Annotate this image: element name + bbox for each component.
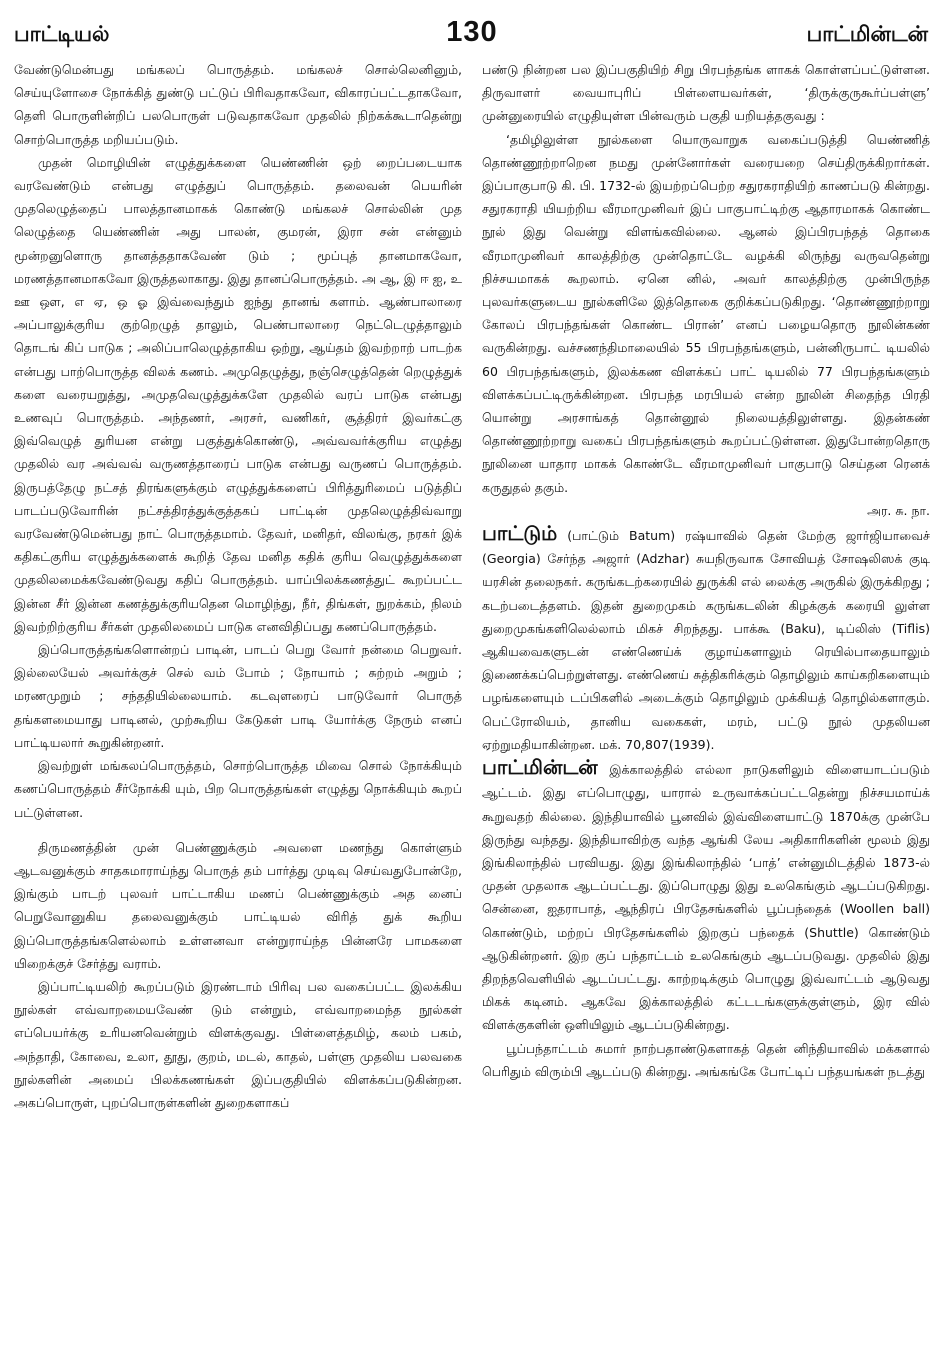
entry-body: இக்காலத்தில் எல்லா நாடுகளிலும் விளையாடப்படும் ஆட்டம். இது எப்பொழுது, யாரால் உருவாக்கப்பட்டதென்று நிச்சயமாய்க் கூறுவதற் கில்லை. இந்தியாவில் பூனவில் இவ்விளையாட்டு 1870க்கு முன்பே இருந்து வந்தது. இந்தியாவிற்கு வந்த ஆங்கி லேய அதிகாரிகளின் மூலம் இது இங்கிலாந்தில் பரவியது. இது இங்கிலாந்தில் ‘பாத்’ என்னுமிடத்தில் 1873-ல் முதன் முதலாக ஆடப்பட்டது. இப்பொழுது இது உலகெங்கும் ஆடப்படுகிறது. சென்னை, ஐதராபாத், ஆந்திரப் பிரதேசங்களில் பூப்பந்தைக் (Woollen ball) கொண்டும், மற்றப் பிரதேசங்களில் இறகுப் பந்தைக் (Shuttle) கொண்டும் ஆடுகின்றனர். இற குப் பந்தாட்டம் உலகெங்கும் ஆடப்படுவது. முதலில் இது திறந்தவெளியில் ஆடப்பட்டது. காற்றடிக்கும் பொழுது இவ்வாட்டம் ஆடுவது மிகக் கடினம். ஆகவே இக்காலத்தில் கட்டடங்களுக்குள்ளும், இர வில் விளக்குகளின் ஒளியிலும் ஆடப்படுகின்றது. <box>482 762 930 1033</box>
paragraph: வேண்டுமென்பது மங்கலப் பொருத்தம். மங்கலச் சொல்லெனினும், செய்யுளோசை நோக்கித் துண்டு பட்டுப் பிரிவதாகவோ, விகாரப்பட்டதாகவோ, தெளி பொருளின்றிப் பலபொருள் படுவதாகவோ முதலில் நிற்கக்கூடாதென்று சொற்பொருத்த மறியப்படும். <box>14 62 462 147</box>
paragraph: இப்பாட்டியலிற் கூறப்படும் இரண்டாம் பிரிவு பல வகைப்பட்ட இலக்கிய நூல்கள் எவ்வாறமையவேண் டும் என்றும், எவ்வாறமைந்த நூல்கள் எப்பெயர்க்கு உரியனவென்றும் விளக்குவது. பிள்ளைத்தமிழ், கலம் பகம், அந்தாதி, கோவை, உலா, தூது, குறம், மடல், காதல், பள்ளு முதலிய பலவகை நூல்களின் அமைப் பிலக்கணங்கள் இப்பகுதியில் விளக்கப்படுகின்றன. அகப்பொருள், புறப்பொருள்களின் துறைகளாகப் <box>14 978 462 1110</box>
entry-body: (பாட்டும் Batum) ரஷ்யாவில் தென் மேற்கு ஜார்ஜியாவைச் (Georgia) சேர்ந்த அஜார் (Adzhar) சுயநிருவாக சோவியத் சோஷலிஸக் குடி யரசின் தலைநகர். கருங்கடற்கரையில் துருக்கி எல் லைக்கு அருகில் இருக்கிறது ; கடற்படைத்தளம். இதன் துறைமுகம் கருங்கடலின் கிழக்குக் கரையி லுள்ள துறைமுகங்களிலெல்லாம் மிகச் சிறந்தது. பாக்கூ (Baku), டிப்லிஸ் (Tiflis) ஆகியவைகளுடன் எண்ணெய்க் குழாய்களாலும் ரெயில்பாதையாலும் இணைக்கப்பெற்றுள்ளது. எண்ணெய் சுத்திகரிக்கும் தொழிலும் காய்கறிகளையும் பழங்களையும் டப்பிகளில் அடைக்கும் தொழிலும் முக்கியத் தொழில்களாகும். பெட்ரோலியம், தானிய வகைகள், மரம், பட்டு நூல் முதலியன ஏற்றுமதியாகின்றன. மக். 70,807(1939). <box>482 528 930 752</box>
paragraph-gap <box>14 824 462 836</box>
running-head-left: பாட்டியல் <box>14 22 110 46</box>
entry-batum <box>482 522 930 756</box>
page-header <box>14 8 930 58</box>
text-columns <box>14 58 930 1372</box>
entry-headword: பாட்மின்டன் <box>482 755 598 780</box>
paragraph: பண்டு நின்றன பல இப்பகுதியிற் சிறு பிரபந்தங்க ளாகக் கொள்ளப்பட்டுள்ளன. திருவாளர் வையாபுரிப் பிள்ளையவர்கள், ‘திருக்குருகூர்ப்பள்ளு’ முன்னுரையில் எழுதியுள்ள பின்வரும் பகுதி யறியத்தகுவது : <box>482 62 930 124</box>
running-head-right: பாட்மின்டன் <box>806 22 928 46</box>
page-number: 130 <box>446 16 498 48</box>
paragraph: முதன் மொழியின் எழுத்துக்களை யெண்ணின் ஒற் றைப்படையாக வரவேண்டும் என்பது எழுத்துப் பொருத்தம். தலைவன் பெயரின் முதலெழுத்தைப் பாலத்தானமாகக் கொண்டு மங்கலச் சொல்லின் முத லெழுத்தை யெண்ணின் அது பாலன், குமரன், இரா சன் என்னும் மூன்றனுளொரு தானத்ததாகவேண் டும் ; மூப்புத் தானமாகவோ, மரணத்தானமாகவோ இருத்தலாகாது. இது தானப்பொருத்தம். அ ஆ, இ ஈ ஐ, உ ஊ ஔ, எ ஏ, ஒ ஓ இவ்வைந்தும் ஐந்து தானங் களாம். ஆண்பாலாரை அப்பாலுக்குரிய குற்றெழுத் தாலும், பெண்பாலாரை நெட்டெழுத்தாலும் தொடங் கிப் பாடுக ; அலிப்பாலெழுத்தாகிய ஒற்று, ஆய்தம் இவற்றாற் பாடற்க என்பது பாற்பொருத்த விலக் கணம். அமுதெழுத்து, நஞ்செழுத்தென் றெழுத்துக் களை வரையறுத்து, அமுதவெழுத்துக்களே முதலில் வரப் பாடுக என்பது உணவுப் பொருத்தம். அந்தணர், அரசர், வணிகர், சூத்திரர் இவர்கட்கு இவ்வெழுத் துரியன என்று பகுத்துக்கொண்டு, அவ்வவர்க்குரிய எழுத்து முதலில் வர அவ்வவ் வருணத்தாரைப் பாடுக என்பது வருணப் பொருத்தம். இருபத்தேழு நட்சத் திரங்களுக்கும் எழுத்துக்களைப் பிரித்துரிமைப் படுத்திப் பாடப்படுவோரின் நட்சத்திரத்துக்குத்தகப் பாட்டின் முதலெழுத்திவ்வாறு வரவேண்டுமென்பது நாட் பொருத்தமாம். தேவர், மனிதர், விலங்கு, நரகர் இக் கதிகட்குரிய எழுத்துக்களைக் கூறித் தேவ மனித கதிக் குரிய வெழுத்துக்களை முதலிலமைக்கவேண்டுவது கதிப் பொருத்தம். யாப்பிலக்கணத்துட் கூறப்பட்ட இன்ன சீர் இன்ன கணத்துக்குரியதென மொழிந்து, நீர், திங்கள், நுறக்கம், நிலம் இவற்றிற்குரிய சீர்கள் முதலிலமைப் பாடுக எனவிதிப்பது கணப்பொருத்தம். <box>14 154 462 634</box>
quotation-paragraph: ‘தமிழிலுள்ள நூல்களை யொருவாறுக வகைப்படுத்தி யெண்ணித் தொண்ணூற்றாறென நமது முன்னோர்கள் வரையறை செய்திருக்கிறார்கள். இப்பாகுபாடு கி. பி. 1732-ல் இயற்றப்பெற்ற சதுரகராதியிற் காணப்படு கின்றது. சதுரகராதி யியற்றிய வீரமாமுனிவர் இப் பாகுபாட்டிற்கு ஆதாரமாகக் கொண்ட நூல் இது வென்று விளங்கவில்லை. ஆனல் இப்பிரபந்தத் தொகை வீரமாமுனிவர் காலத்திற்கு முன்தொட்டே வழக்கி லிருந்து வருவதென்று நிச்சயமாகக் கூறலாம். ஏனெ னில், அவர் காலத்திற்கு முன்பிருந்த புலவர்களுடைய நூல்களிலே இத்தொகை குறிக்கப்படுகிறது. ‘தொண்ணூற்றாறு கோலப் பிரபந்தங்கள் கொண்ட பிரான்’ எனப் பழையதொரு நூலின்கண் வருகின்றது. வச்சணந்திமாலையில் 55 பிரபந்தங்களும், பன்னிருபாட் டியலில் 60 பிரபந்தங்களும், இலக்கண விளக்கப் பாட் டியலில் 77 பிரபந்தங்களும் விளக்கப்பட்டிருக்கின்றன. பிரபந்த மரபியல் என்ற நூலின் சிதைந்த பிரதி யொன்று அரசாங்கத் தொன்னூல் நிலையத்திலுள்ளது. இதன்கண் தொண்ணூற்றாறு வகைப் பிரபந்தங்களும் கூறப்பட்டுள்ளன. இதுபோன்றதொரு நூலினை யாதார மாகக் கொண்டே வீரமாமுனிவர் பாகுபாடு செய்தன ரெனக் கருதுதல் தகும். <box>482 131 930 495</box>
left-column <box>14 58 462 1372</box>
entry-badminton <box>482 756 930 1036</box>
paragraph: திருமணத்தின் முன் பெண்ணுக்கும் அவளை மணந்து கொள்ளும் ஆடவனுக்கும் சாதகமாராய்ந்து பொருத் தம் பார்த்து முடிவு செய்வதுபோன்றே, இங்கும் பாடற் புலவர் பாட்டாகிய மணப் பெண்ணுக்கும் அத னைப் பெறுவோனுகிய தலைவனுக்கும் பாட்டியல் விரித் துக் கூறிய இப்பொருத்தங்களெல்லாம் உள்ளனவா என்றுராய்ந்த பின்னரே பாமகளை யிறைக்குச் சேர்த்து வராம். <box>14 839 462 971</box>
author-signature: அர. சு. நா. <box>867 502 930 518</box>
paragraph: இப்பொருத்தங்களொன்றப் பாடின், பாடப் பெறு வோர் நன்மை பெறுவர். இல்லையேல் அவர்க்குச் செல் வம் போம் ; நோயாம் ; சுற்றம் அறும் ; மரணமுறும் ; சந்ததியில்லையாம். கடவுளரைப் பாடுவோர் பொருத் தங்களமையாது பாடினல், முற்கூறிய கேடுகள் பாடி யோர்க்கு நேரும் எனப் பாட்டியலார் கூறுகின்றனர். <box>14 642 462 750</box>
entry-headword: பாட்டும் <box>482 521 558 546</box>
right-column <box>482 58 930 1372</box>
paragraph: பூப்பந்தாட்டம் சுமார் நாற்பதாண்டுகளாகத் தென் னிந்தியாவில் மக்களால் பெரிதும் விரும்பி ஆடப்படு கின்றது. அங்கங்கே போட்டிப் பந்தயங்கள் நடத்து <box>482 1040 930 1079</box>
paragraph: இவற்றுள் மங்கலப்பொருத்தம், சொற்பொருத்த மிவை சொல் நோக்கியும் கணப்பொருத்தம் சீர்நோக்கி யும், பிற பொருத்தங்கள் எழுத்து நொக்கியும் கூறப் பட்டுள்ளன. <box>14 758 462 820</box>
